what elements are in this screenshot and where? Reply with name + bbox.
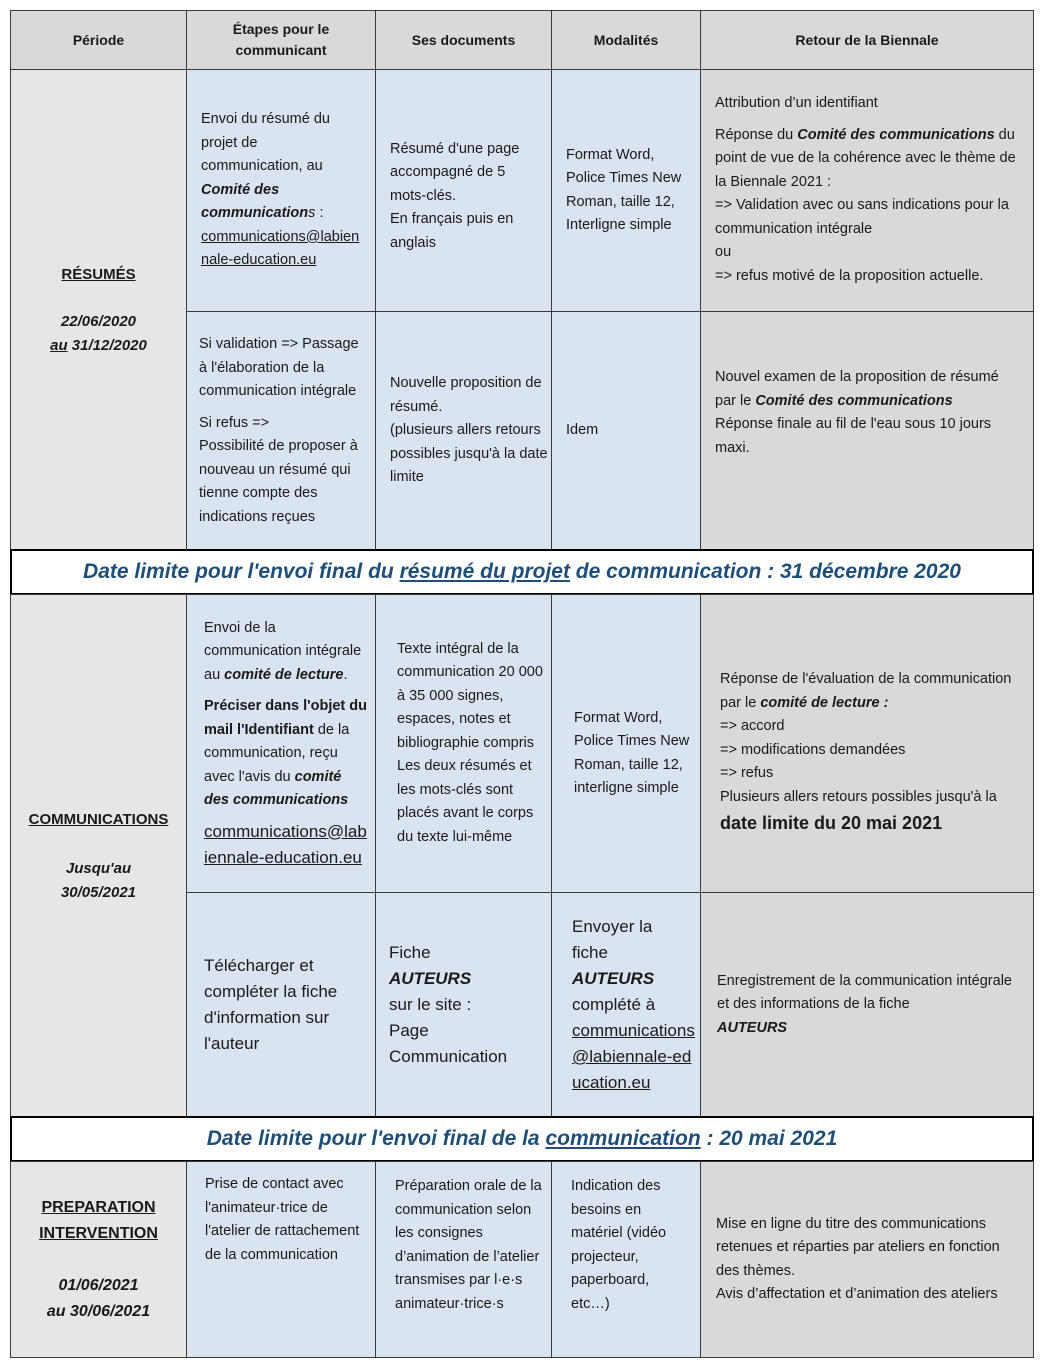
banner-underlined: résumé du projet [399, 560, 570, 584]
communications-row2-retour [700, 892, 1034, 1118]
communications-row1-retour [700, 594, 1034, 893]
documents-text-1: Résumé d'une page accompagné de 5 mots-clés. [390, 140, 520, 204]
period-preparation [10, 1161, 187, 1358]
banner-underlined: communication [545, 1127, 701, 1151]
resumes-row1-etapes [186, 69, 376, 312]
communications-row1-etapes [186, 594, 376, 893]
resumes-row2-etapes [186, 311, 376, 551]
retour-text-5: => refus motivé de la proposition actuelle. [715, 267, 984, 284]
retour-text-5: Plusieurs allers retours possibles jusqu'à la [720, 788, 997, 805]
modalites-text: Indication des besoins en matériel (vidéo projecteur, paperboard, etc…) [571, 1178, 667, 1312]
modalites-auteurs: AUTEURS [572, 969, 655, 988]
retour-text-1: Enregistrement de la communication intégrale et des informations de la fiche [717, 972, 1012, 1013]
etapes-committee: Comité des communication [201, 181, 309, 222]
preparation-retour [700, 1161, 1034, 1358]
etapes-colon: : [319, 205, 324, 222]
etapes-period: . [343, 666, 348, 683]
documents-text-1-pre: Fiche [389, 943, 431, 962]
period-date-end-value: 31/12/2020 [71, 336, 147, 354]
email-link[interactable]: communications@labiennale-education.eu [204, 821, 367, 867]
retour-committee: Comité des communications [797, 126, 995, 143]
retour-text-1 [720, 668, 1027, 715]
retour-auteurs: AUTEURS [717, 1019, 788, 1036]
documents-text-1: Nouvelle proposition de résumé. [390, 375, 542, 415]
communications-row1-documents [375, 594, 552, 893]
header-documents [375, 10, 552, 70]
header-modalites [551, 10, 701, 70]
documents-text-2: En français puis en anglais [390, 211, 514, 251]
retour-text-3: => Validation avec ou sans indications pour la communication intégrale [715, 197, 1009, 237]
etapes-text [201, 108, 361, 226]
retour-text-1-pre: Réponse de l'évaluation de la communication par le [720, 671, 1012, 711]
preparation-etapes [186, 1161, 376, 1358]
etapes-text: Prise de contact avec l'animateur·trice de l'atelier de rattachement de la communication [205, 1176, 360, 1263]
documents-text-2: sur le site : [389, 995, 472, 1014]
header-label: Période [72, 31, 125, 48]
header-retour [700, 10, 1034, 70]
period-title: COMMUNICATIONS [28, 810, 169, 828]
resumes-row1-documents [375, 69, 552, 312]
etapes-committee-s: s [308, 205, 316, 222]
modalites-text: Idem [566, 422, 599, 439]
etapes-text-3: Possibilité de proposer à nouveau un résumé qui tienne compte des indications reçues [199, 438, 358, 525]
etapes-text-1 [204, 617, 369, 688]
banner-text-post: de communication : 31 décembre 2020 [575, 560, 961, 584]
email-link[interactable]: communications@labiennale-education.eu [572, 1021, 695, 1092]
period-communications [10, 594, 187, 1118]
header-periode [10, 10, 187, 70]
email-link[interactable]: communications@labiennale-education.eu [201, 228, 360, 269]
resumes-row2-retour [700, 311, 1034, 551]
header-label: Ses documents [411, 31, 516, 48]
period-resumes [10, 69, 187, 551]
retour-text-1 [715, 366, 1019, 413]
retour-text-1: Mise en ligne du titre des communications retenues et réparties par ateliers en fonction des thèmes. [716, 1215, 1000, 1279]
etapes-text-2 [204, 695, 369, 813]
etapes-text-pre: Envoi du résumé du projet de communication, au [201, 111, 330, 175]
banner-text-post: : 20 mai 2021 [706, 1127, 838, 1151]
period-date-au: au [50, 336, 68, 354]
banner-text-pre: Date limite pour l'envoi final du [83, 560, 394, 584]
etapes-text-1-pre: Envoi de la communication intégrale au [204, 619, 362, 683]
header-etapes [186, 10, 376, 70]
retour-text-2: Réponse finale au fil de l'eau sous 10 jours maxi. [715, 416, 992, 456]
resumes-row2-modalites [551, 311, 701, 551]
documents-text-2: Les deux résumés et les mots-clés sont placés avant le corps du texte lui-même [397, 758, 534, 845]
banner-text-pre: Date limite pour l'envoi final de la [206, 1127, 540, 1151]
resumes-row1-modalites [551, 69, 701, 312]
period-date-1: 01/06/2021 [58, 1276, 139, 1294]
planning-table [10, 10, 1034, 1358]
etapes-text: Télécharger et compléter la fiche d'information sur l'auteur [204, 956, 338, 1053]
period-date-1: Jusqu'au [65, 860, 132, 878]
modalites-text-2: complété à [572, 995, 656, 1014]
period-date-2: au 30/06/2021 [46, 1302, 151, 1320]
etapes-text-2: Si refus => [199, 414, 270, 431]
etapes-bold: Préciser dans l'objet du mail l'Identifiant [204, 698, 367, 738]
documents-text-1: Texte intégral de la communication 20 000 à 35 000 signes, espaces, notes et bibliographie compris [397, 640, 543, 751]
retour-committee: Comité des communications [755, 392, 953, 409]
banner-text [207, 1127, 838, 1151]
period-date-start: 22/06/2020 [60, 313, 137, 331]
period-title-2: INTERVENTION [39, 1224, 158, 1242]
header-label: Retour de la Biennale [795, 31, 939, 48]
communications-row2-etapes [186, 892, 376, 1118]
documents-text-2: (plusieurs allers retours possibles jusqu'à la date limite [390, 422, 548, 486]
communications-row1-modalites [551, 594, 701, 893]
etapes-committee-2: comité des communications [204, 768, 349, 808]
retour-text-2 [715, 124, 1019, 195]
preparation-modalites [551, 1161, 701, 1358]
documents-auteurs: AUTEURS [389, 969, 472, 988]
modalites-text: Format Word, Police Times New Roman, taille 12, interligne simple [574, 709, 690, 796]
modalites-text-1: Envoyer la fiche [572, 917, 653, 962]
retour-text-1: Attribution d’un identifiant [715, 95, 878, 111]
banner-text [83, 560, 961, 584]
documents-text-3: Page Communication [389, 1021, 508, 1066]
period-title-1: PREPARATION [41, 1198, 156, 1216]
retour-committee: comité de lecture : [760, 694, 889, 711]
documents-text-1 [389, 940, 515, 992]
etapes-text-2-mid: de la communication, reçu avec l'avis du [204, 721, 350, 785]
communications-row2-modalites [551, 892, 701, 1118]
retour-text-2-pre: Réponse du [715, 126, 794, 143]
communications-row2-documents [375, 892, 552, 1118]
modalites-text: Format Word, Police Times New Roman, taille 12, Interligne simple [566, 146, 682, 233]
header-label: Étapes pour le communicant [232, 21, 330, 58]
etapes-text-1: Si validation => Passage à l'élaboration de la communication intégrale [199, 336, 359, 399]
header-label: Modalités [593, 31, 659, 48]
resumes-row2-documents [375, 311, 552, 551]
retour-text-2: => accord [720, 718, 785, 734]
retour-text-1-pre: Nouvel examen de la proposition de résumé par le [715, 369, 999, 409]
period-date-2: 30/05/2021 [60, 883, 137, 901]
period-title: RÉSUMÉS [61, 265, 136, 283]
retour-text-3: => modifications demandées [720, 741, 906, 758]
etapes-committee: comité de lecture [224, 666, 344, 683]
retour-text-4: ou [715, 244, 732, 260]
resumes-row1-retour [700, 69, 1034, 312]
deadline-banner-resume [10, 549, 1034, 595]
documents-text: Préparation orale de la communication selon les consignes d’animation de l’atelier transmises par l·e·s animateur·trice·s [395, 1178, 542, 1312]
retour-deadline: date limite du 20 mai 2021 [720, 813, 943, 833]
retour-text-4: => refus [720, 765, 774, 781]
retour-text-2-post: du point de vue de la cohérence avec le thème de la Biennale 2021 : [715, 126, 1016, 190]
period-date-end [50, 334, 147, 358]
preparation-documents [375, 1161, 552, 1358]
deadline-banner-communication [10, 1116, 1034, 1162]
retour-text-2: Avis d’affectation et d’animation des ateliers [716, 1286, 998, 1302]
